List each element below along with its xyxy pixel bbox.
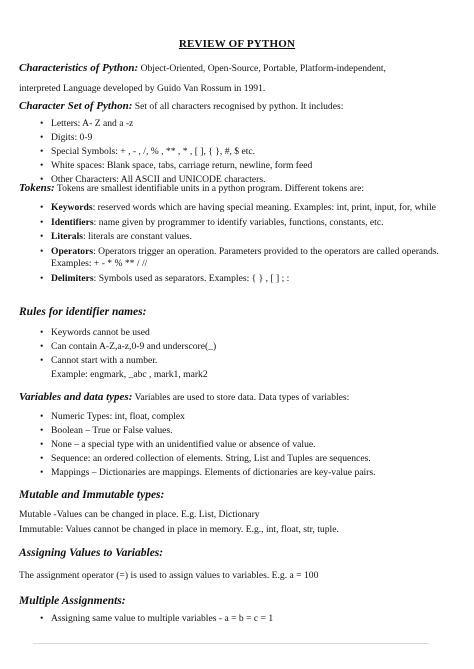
bullet-icon: • bbox=[40, 216, 44, 228]
charset-label: Character Set of Python: bbox=[19, 100, 133, 112]
mutable-line: Mutable -Values can be changed in place. E.g. List, Dictionary bbox=[19, 509, 260, 520]
variables-section bbox=[19, 389, 459, 480]
tokens-intro: Tokens are smallest identifiable units in a python program. Different tokens are: bbox=[54, 183, 365, 194]
list-item-text: Special Symbols: + , - , /, % , ** , * , [ ], { }, #, $ etc. bbox=[51, 145, 256, 157]
list-item bbox=[19, 217, 459, 230]
rules-section bbox=[19, 304, 459, 381]
token-desc: : name given by programmer to identify variables, functions, constants, etc. bbox=[93, 216, 384, 228]
list-item bbox=[19, 131, 459, 145]
mutable-heading: Mutable and Immutable types: bbox=[19, 489, 165, 501]
page-divider bbox=[33, 643, 429, 644]
bullet-icon: • bbox=[40, 411, 44, 422]
list-item-text: Can contain A-Z,a-z,0-9 and underscore(_) bbox=[51, 340, 217, 352]
token-desc: : literals are constant values. bbox=[82, 231, 192, 242]
list-item-text: Cannot start with a number. bbox=[51, 354, 158, 366]
list-item bbox=[19, 231, 459, 244]
list-item-text: Other Characters: All ASCII and UNICODE characters. bbox=[51, 173, 266, 185]
bullet-icon: • bbox=[40, 613, 44, 624]
charset-intro: Set of all characters recognised by python. It includes: bbox=[132, 101, 344, 112]
variables-intro-line bbox=[19, 389, 459, 406]
tokens-intro-line bbox=[19, 181, 459, 196]
tokens-list bbox=[19, 202, 459, 285]
list-item bbox=[19, 424, 459, 438]
page-title: REVIEW OF PYTHON bbox=[178, 38, 296, 50]
list-item-text: Assigning same value to multiple variables - a = b = c = 1 bbox=[51, 613, 274, 624]
list-item-text: Letters: A- Z and a -z bbox=[51, 118, 134, 129]
bullet-icon: • bbox=[40, 466, 44, 478]
token-desc: : Operators trigger an operation. Parameters provided to the operators are called operands. Examples: + - * % ** / // bbox=[51, 245, 439, 269]
tokens-section bbox=[19, 181, 459, 287]
bullet-icon: • bbox=[40, 272, 44, 284]
variables-list bbox=[19, 410, 459, 480]
bullet-icon: • bbox=[40, 131, 44, 143]
bullet-icon: • bbox=[40, 327, 44, 338]
list-item bbox=[19, 466, 459, 480]
bullet-icon: • bbox=[40, 231, 44, 242]
list-item bbox=[19, 202, 459, 215]
list-item bbox=[19, 145, 459, 159]
list-item bbox=[19, 340, 459, 354]
bullet-icon: • bbox=[40, 340, 44, 352]
list-item bbox=[19, 117, 459, 131]
charset-list bbox=[19, 117, 459, 187]
bullet-icon: • bbox=[40, 424, 44, 436]
immutable-line: Immutable: Values cannot be changed in place in memory. E.g., int, float, str, tuple. bbox=[19, 524, 339, 535]
bullet-icon: • bbox=[40, 145, 44, 157]
characteristics-text-2: interpreted Language developed by Guido Van Rossum in 1991. bbox=[19, 83, 266, 94]
characteristics-line-1 bbox=[19, 58, 459, 79]
rules-heading: Rules for identifier names: bbox=[19, 306, 147, 318]
list-item-text: Mappings – Dictionaries are mappings. Elements of dictionaries are key-value pairs. bbox=[51, 466, 376, 478]
list-item-text: Keywords cannot be used bbox=[51, 327, 150, 338]
characteristics-section bbox=[19, 58, 459, 99]
token-desc: : reserved words which are having special meaning. Examples: int, print, input, for, while bbox=[92, 202, 436, 213]
multiple-heading: Multiple Assignments: bbox=[19, 595, 126, 607]
list-item bbox=[19, 246, 459, 271]
variables-label: Variables and data types: bbox=[19, 391, 133, 403]
list-item bbox=[19, 452, 459, 466]
rules-list bbox=[19, 326, 459, 368]
token-term: Literals bbox=[51, 231, 83, 242]
assigning-text: The assignment operator (=) is used to assign values to variables. E.g. a = 100 bbox=[19, 570, 319, 581]
list-item-text: None – a special type with an unidentified value or absence of value. bbox=[51, 438, 316, 450]
bullet-icon: • bbox=[40, 438, 44, 450]
bullet-icon: • bbox=[40, 173, 44, 185]
variables-intro: Variables are used to store data. Data types of variables: bbox=[132, 392, 350, 403]
list-item bbox=[19, 438, 459, 452]
characteristics-text-1: Object-Oriented, Open-Source, Portable, Platform-independent, bbox=[138, 63, 386, 74]
list-item-text: Digits: 0-9 bbox=[51, 131, 93, 143]
list-item bbox=[19, 410, 459, 424]
multiple-section bbox=[19, 593, 459, 626]
token-term: Delimiters bbox=[51, 272, 94, 284]
list-item bbox=[19, 354, 459, 368]
token-term: Keywords bbox=[51, 202, 93, 213]
bullet-icon: • bbox=[40, 118, 44, 129]
bullet-icon: • bbox=[40, 202, 44, 213]
list-item bbox=[19, 273, 459, 286]
bullet-icon: • bbox=[40, 159, 44, 171]
bullet-icon: • bbox=[40, 452, 44, 464]
bullet-icon: • bbox=[40, 245, 44, 257]
token-desc: : Symbols used as separators. Examples: { } , [ ] ; : bbox=[93, 272, 290, 284]
list-item bbox=[19, 159, 459, 173]
assigning-heading: Assigning Values to Variables: bbox=[19, 547, 164, 559]
assigning-section bbox=[19, 545, 459, 583]
list-item-text: Boolean – True or False values. bbox=[51, 424, 173, 436]
tokens-label: Tokens: bbox=[19, 182, 55, 194]
token-term: Operators bbox=[51, 245, 94, 257]
list-item-text: Sequence: an ordered collection of elements. String, List and Tuples are sequences. bbox=[51, 452, 371, 464]
charset-intro-line bbox=[19, 99, 459, 114]
charset-section bbox=[19, 99, 459, 187]
rules-example: Example: engmark, _abc , mark1, mark2 bbox=[51, 368, 208, 380]
list-item bbox=[19, 326, 459, 340]
token-term: Identifiers bbox=[51, 216, 94, 228]
bullet-icon: • bbox=[40, 354, 44, 366]
multiple-list bbox=[19, 612, 459, 626]
mutable-section bbox=[19, 487, 459, 537]
characteristics-label: Characteristics of Python: bbox=[19, 62, 139, 74]
list-item bbox=[19, 612, 459, 626]
list-item-text: Numeric Types: int, float, complex bbox=[51, 411, 185, 422]
list-item-text: White spaces: Blank space, tabs, carriage return, newline, form feed bbox=[51, 159, 313, 171]
